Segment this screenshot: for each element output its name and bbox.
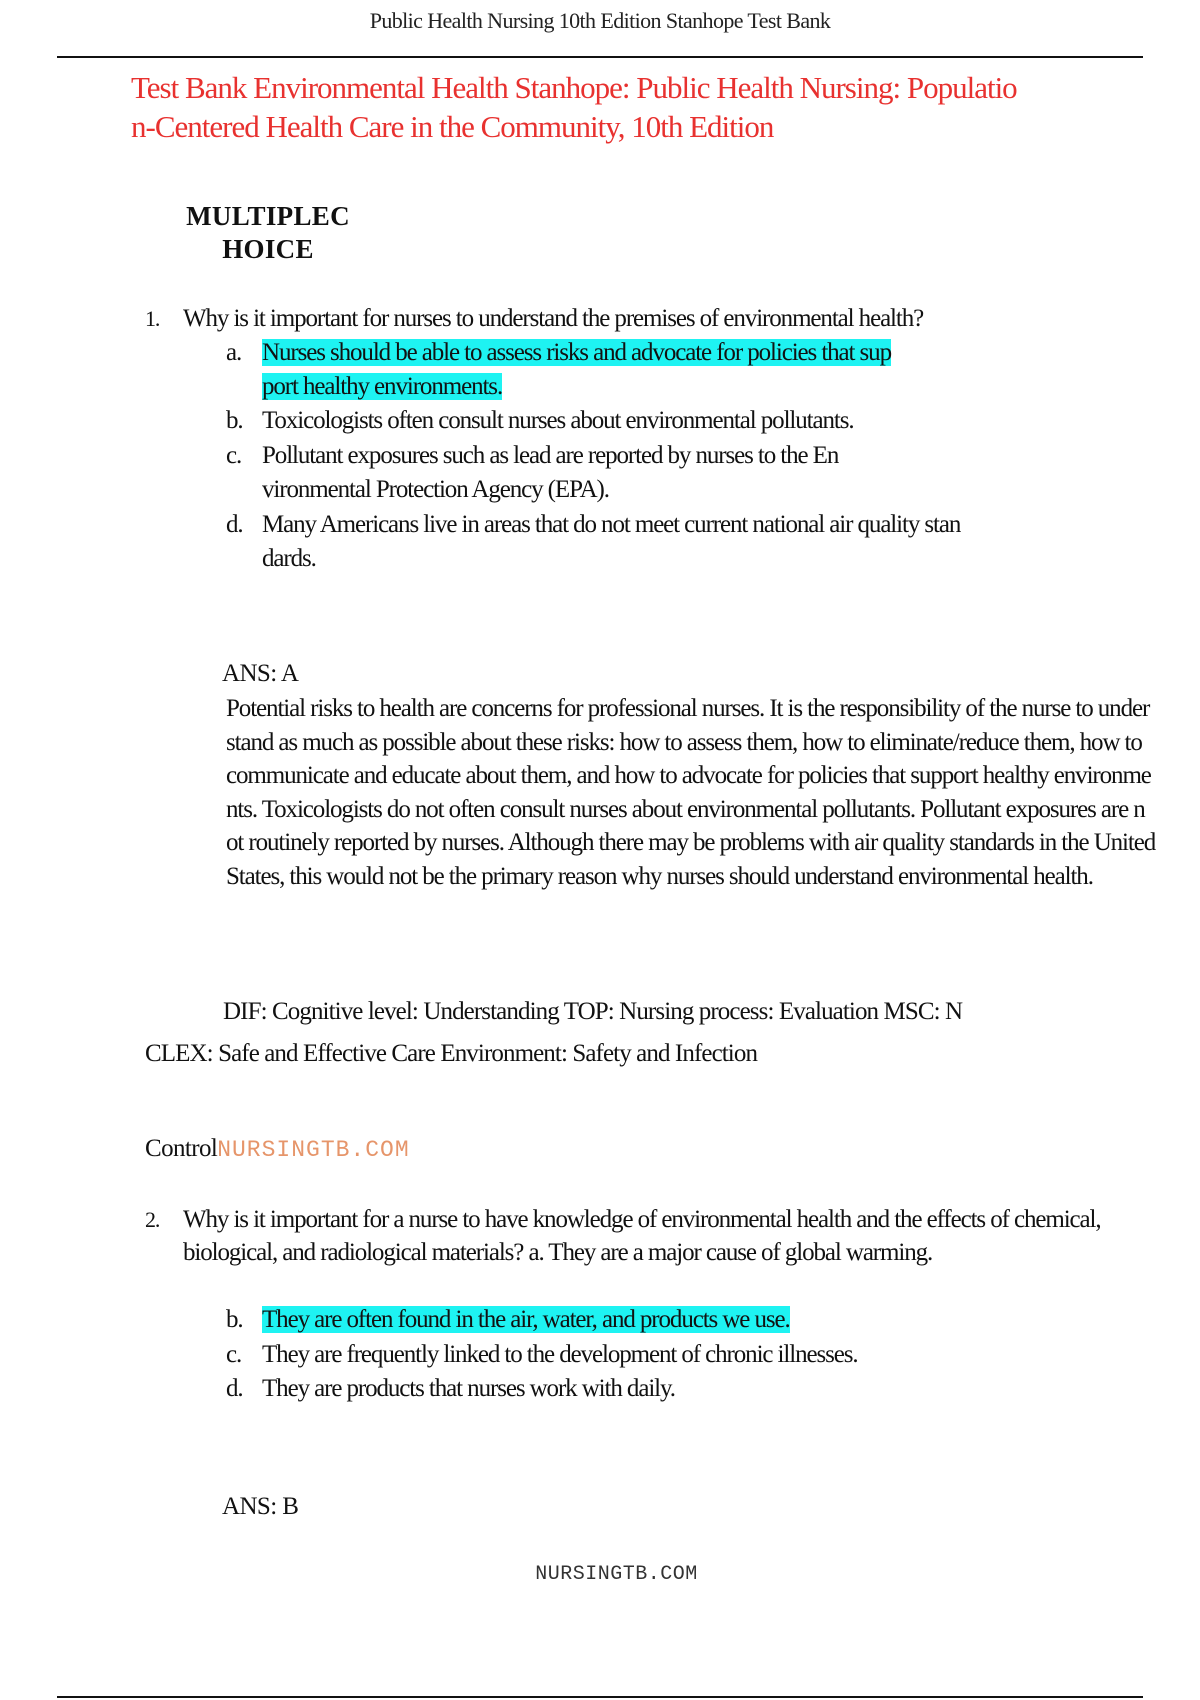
question-1-metadata: DIF: Cognitive level: Understanding TOP: Nursing process: Evaluation MSC: NCLEX: Safe and Effective Care Environment: Safety and Infection <box>145 998 963 1067</box>
option-text-line-2: port healthy environments. <box>262 373 503 400</box>
question-number: 2. <box>145 1207 160 1232</box>
option-text: Toxicologists often consult nurses about environmental pollutants. <box>262 407 854 434</box>
answer-1: ANS: A <box>222 660 299 687</box>
footer-brand: NURSINGTB.COM <box>535 1563 698 1586</box>
section-heading-line-2: HOICE <box>222 234 314 264</box>
section-heading-line-1: MULTIPLEC <box>186 201 350 231</box>
option-letter: d. <box>226 511 243 538</box>
section-heading <box>178 200 358 266</box>
brand-watermark-inline: NURSINGTB.COM <box>217 1137 410 1163</box>
option-letter: c. <box>226 442 242 469</box>
option-text-line-1: Nurses should be able to assess risks and advocate for policies that sup <box>262 339 891 366</box>
option-text-line-1: Many Americans live in areas that do not meet current national air quality stan <box>262 511 961 538</box>
question-number: 1. <box>145 306 160 331</box>
option-text: They are products that nurses work with daily. <box>262 1375 675 1402</box>
option-text <box>262 336 1062 404</box>
option-text <box>262 439 1062 507</box>
question-stem: Why is it important for nurses to understand the premises of environmental health? <box>183 305 924 332</box>
question-stem: Why is it important for a nurse to have knowledge of environmental health and the effects of chemical, biological, and radiological materials? a. They are a major cause of global warming. <box>183 1206 1101 1266</box>
control-label <box>145 1135 410 1163</box>
running-header: Public Health Nursing 10th Edition Stanhope Test Bank <box>369 8 831 33</box>
header-divider <box>57 56 1143 58</box>
option-text-line-2: vironmental Protection Agency (EPA). <box>262 476 609 503</box>
option-text-line-1: Pollutant exposures such as lead are reported by nurses to the En <box>262 442 839 469</box>
option-text-line-2: dards. <box>262 545 316 572</box>
document-title: Test Bank Environmental Health Stanhope: Public Health Nursing: Population-Centered Health Care in the Community, 10th Edition <box>131 70 1017 144</box>
option-letter: c. <box>226 1341 242 1368</box>
footer-divider <box>57 1696 1143 1698</box>
option-letter: b. <box>226 407 243 434</box>
option-text <box>262 508 1062 576</box>
option-text <box>262 1303 1062 1337</box>
option-text: They are frequently linked to the development of chronic illnesses. <box>262 1341 858 1368</box>
answer-2: ANS: B <box>222 1493 299 1520</box>
option-letter: a. <box>226 339 242 366</box>
option-highlight: They are often found in the air, water, and products we use. <box>262 1306 790 1333</box>
rationale-1: Potential risks to health are concerns for professional nurses. It is the responsibility of the nurse to understand as much as possible about these risks: how to assess them, how to eliminate/reduce them, how to communicate and educate about them, and how to advocate for policies that support healthy environments. Toxicologists do not often consult nurses about environmental pollutants. Pollutant exposures are not routinely reported by nurses. Although there may be problems with air quality standards in the United States, this would not be the primary reason why nurses should understand environmental health. <box>226 695 1156 890</box>
option-letter: b. <box>226 1306 243 1333</box>
option-letter: d. <box>226 1375 243 1402</box>
control-text: Control <box>145 1135 218 1162</box>
